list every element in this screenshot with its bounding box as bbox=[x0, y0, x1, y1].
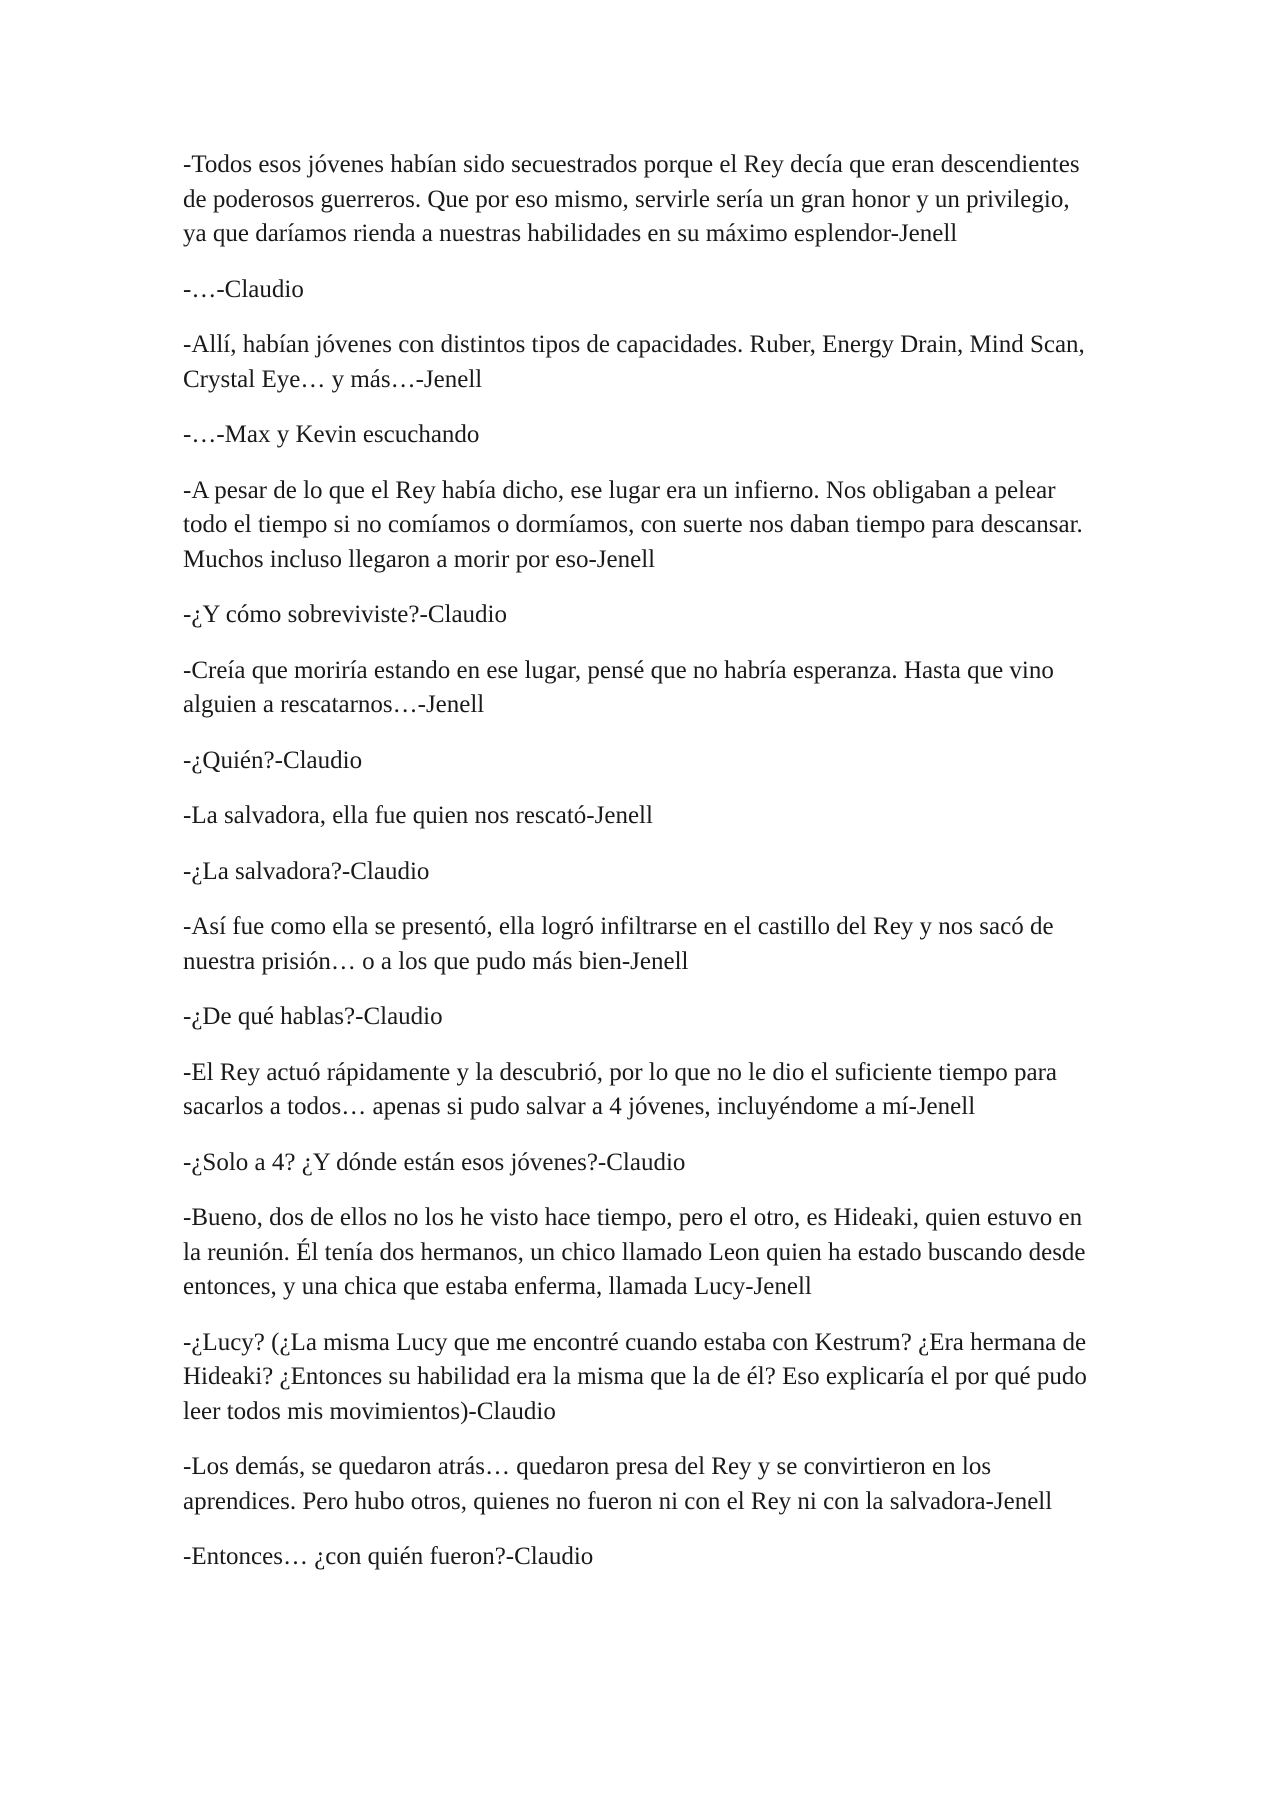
paragraph-8: -¿Quién?-Claudio bbox=[183, 746, 363, 774]
paragraph-14: -¿Solo a 4? ¿Y dónde están esos jóvenes?-Claudio bbox=[183, 1148, 686, 1176]
paragraph-11: -Así fue como ella se presentó, ella logró infiltrarse en el castillo del Rey y nos sacó de nuestra prisión… o a los que pudo más bien-Jenell bbox=[183, 913, 1054, 975]
paragraph-9: -La salvadora, ella fue quien nos rescató-Jenell bbox=[183, 802, 653, 829]
paragraph-16: -¿Lucy? (¿La misma Lucy que me encontré cuando estaba con Kestrum? ¿Era hermana de Hideaki? ¿Entonces su habilidad era la misma que la de él? Eso explicaría el por qué pudo leer todos mis movimientos)-Claudio bbox=[183, 1328, 1087, 1425]
paragraph-7: -Creía que moriría estando en ese lugar, pensé que no habría esperanza. Hasta que vino alguien a rescatarnos…-Jenell bbox=[183, 656, 1054, 718]
paragraph-17: -Los demás, se quedaron atrás… quedaron presa del Rey y se convirtieron en los aprendices. Pero hubo otros, quienes no fueron ni con el Rey ni con la salvadora-Jenell bbox=[183, 1453, 1053, 1515]
paragraph-2: -…-Claudio bbox=[183, 275, 304, 303]
paragraph-10: -¿La salvadora?-Claudio bbox=[183, 857, 430, 885]
paragraph-18: -Entonces… ¿con quién fueron?-Claudio bbox=[183, 1543, 594, 1570]
paragraph-1: -Todos esos jóvenes habían sido secuestrados porque el Rey decía que eran descendientes de poderosos guerreros. Que por eso mismo, servirle sería un gran honor y un privilegio, ya que daríamos rienda a nuestras habilidades en su máximo esplendor-Jenell bbox=[183, 151, 1080, 247]
body-text bbox=[183, 148, 1095, 1596]
paragraph-12: -¿De qué hablas?-Claudio bbox=[183, 1003, 443, 1030]
paragraph-3: -Allí, habían jóvenes con distintos tipos de capacidades. Ruber, Energy Drain, Mind Scan, Crystal Eye… y más…-Jenell bbox=[183, 331, 1085, 393]
paragraph-5: -A pesar de lo que el Rey había dicho, ese lugar era un infierno. Nos obligaban a pelear todo el tiempo si no comíamos o dormíamos, con suerte nos daban tiempo para descansar. Muchos incluso llegaron a morir por eso-Jenell bbox=[183, 476, 1083, 573]
paragraph-13: -El Rey actuó rápidamente y la descubrió, por lo que no le dio el suficiente tiempo para sacarlos a todos… apenas si pudo salvar a 4 jóvenes, incluyéndome a mí-Jenell bbox=[183, 1058, 1058, 1120]
paragraph-15: -Bueno, dos de ellos no los he visto hace tiempo, pero el otro, es Hideaki, quien estuvo en la reunión. Él tenía dos hermanos, un chico llamado Leon quien ha estado buscando desde entonces, y una chica que estaba enferma, llamada Lucy-Jenell bbox=[183, 1204, 1086, 1300]
paragraph-4: -…-Max y Kevin escuchando bbox=[183, 421, 480, 448]
paragraph-6: -¿Y cómo sobreviviste?-Claudio bbox=[183, 601, 507, 628]
